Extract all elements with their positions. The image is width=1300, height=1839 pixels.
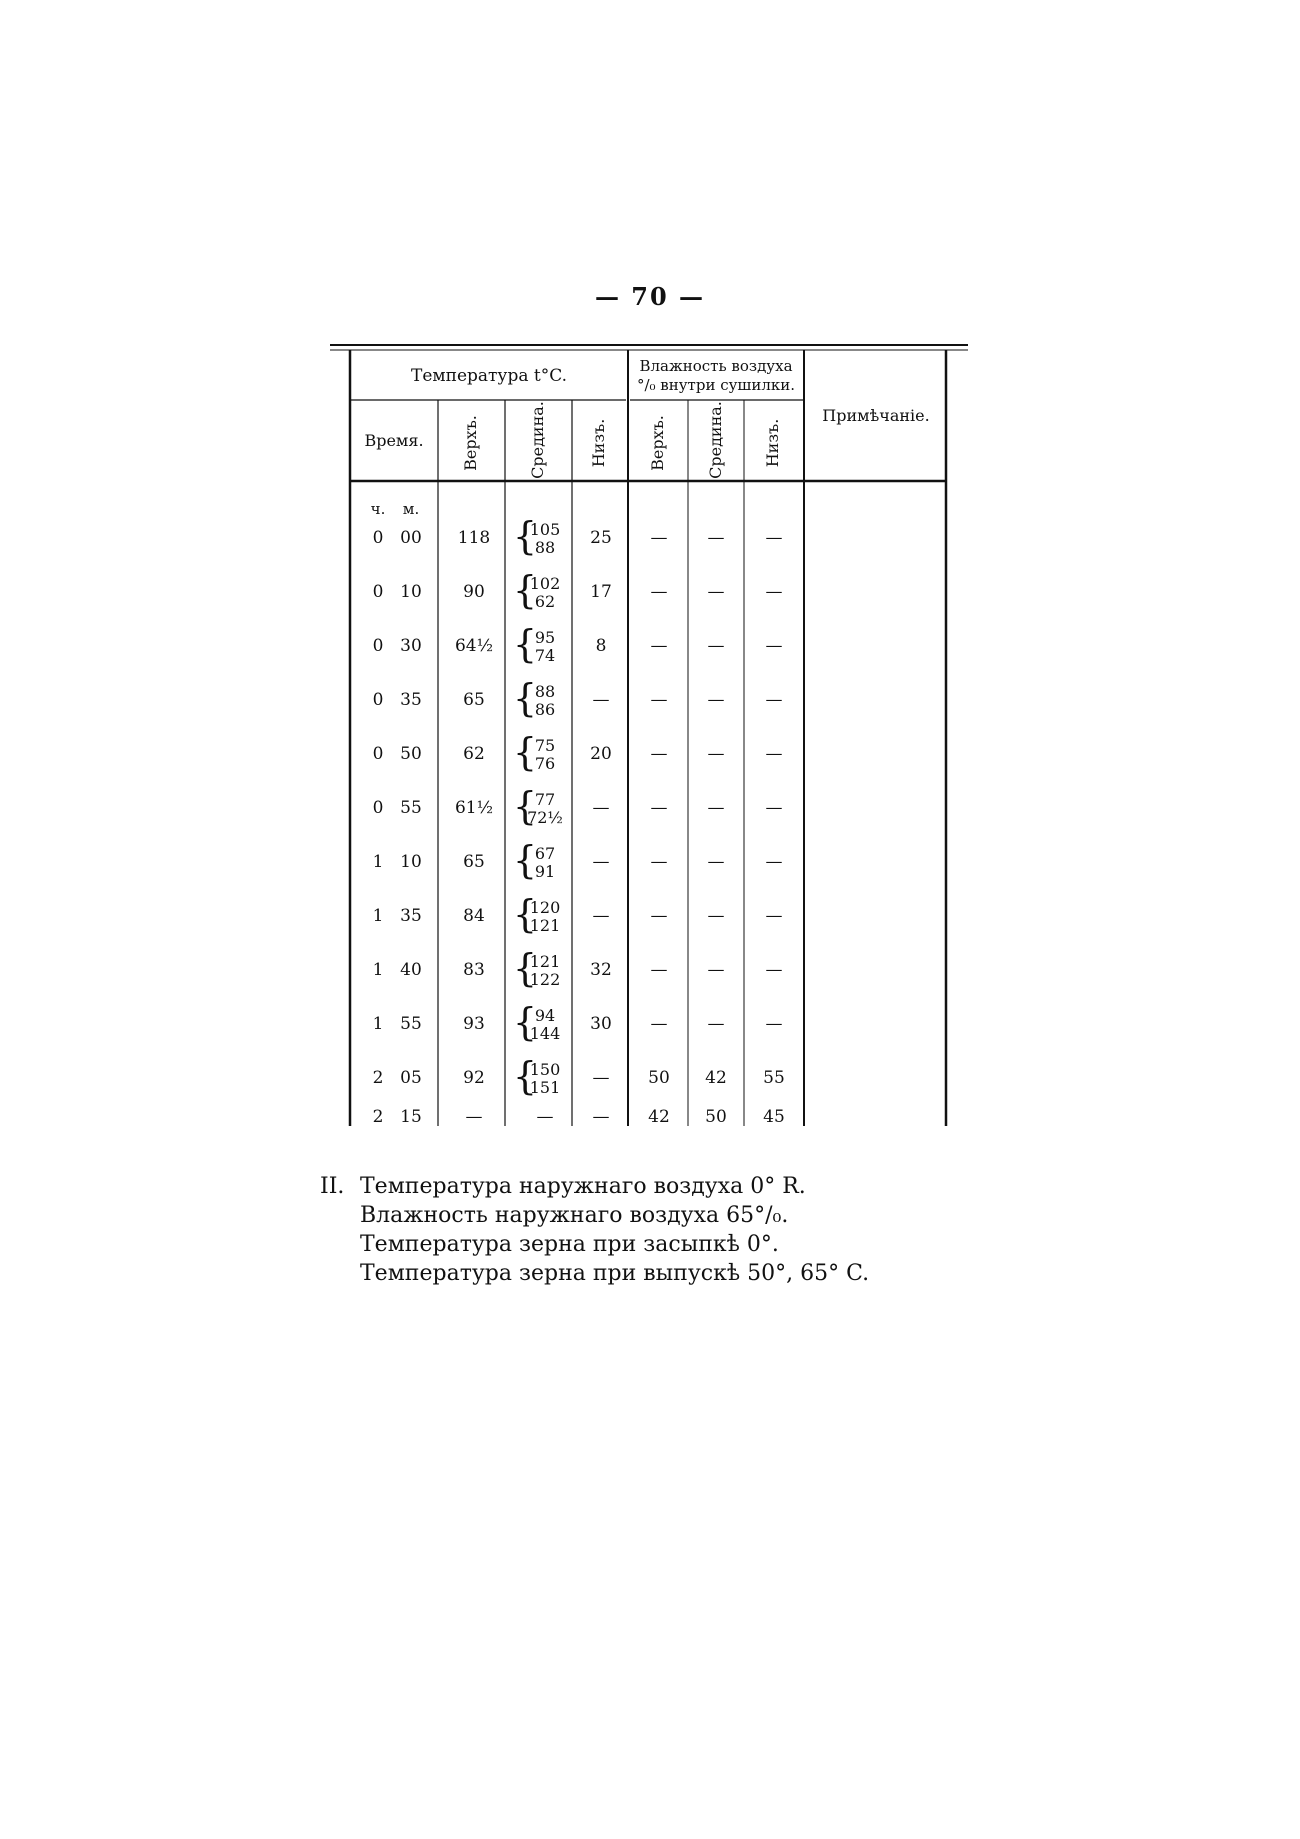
units-hours: ч. — [370, 500, 386, 518]
cell-minutes: 50 — [400, 744, 422, 764]
table-row — [373, 1054, 785, 1098]
cell-hum-mid: 42 — [705, 1068, 727, 1088]
cell-temp-top: 65 — [463, 690, 485, 710]
cell-temp-top: 118 — [457, 528, 491, 548]
note-text: Влажность наружнаго воздуха 65°/₀. — [360, 1203, 789, 1228]
cell-temp-mid-upper: 102 — [529, 574, 561, 593]
note-text: Температура зерна при засыпкѣ 0°. — [360, 1232, 779, 1257]
table-row — [373, 568, 783, 612]
cell-hum-bottom: — — [765, 690, 783, 710]
brace-mark: { — [512, 838, 538, 882]
table-row — [373, 730, 783, 774]
cell-hum-top: 42 — [648, 1107, 670, 1127]
cell-temp-bottom: — — [592, 690, 610, 710]
cell-temp-mid-upper: 88 — [534, 682, 556, 701]
table-row — [373, 838, 783, 882]
note-line — [320, 1259, 869, 1288]
cell-temp-bottom: — — [592, 1107, 610, 1127]
cell-temp-mid-upper: 77 — [534, 790, 556, 809]
note-line — [320, 1201, 869, 1230]
cell-hours: 2 — [372, 1107, 384, 1127]
cell-hum-bottom: — — [765, 636, 783, 656]
cell-temp-mid: — — [536, 1107, 554, 1127]
cell-temp-mid-lower: 91 — [534, 862, 556, 881]
cell-hum-mid: — — [707, 852, 725, 872]
brace-mark: { — [512, 568, 538, 612]
cell-hum-top: 50 — [648, 1068, 670, 1088]
cell-temp-top: 92 — [463, 1068, 485, 1088]
cell-temp-mid-lower: 76 — [534, 754, 556, 773]
table-body — [373, 514, 785, 1127]
header-hum-mid: Средина. — [706, 401, 725, 479]
brace-mark: { — [512, 892, 538, 936]
cell-hum-mid: — — [707, 1014, 725, 1034]
cell-hum-mid: 50 — [705, 1107, 727, 1127]
cell-temp-mid-upper: 75 — [534, 736, 556, 755]
cell-temp-mid-upper: 67 — [534, 844, 556, 863]
cell-temp-bottom: 20 — [590, 744, 612, 764]
cell-temp-bottom: 17 — [590, 582, 612, 602]
cell-hum-mid: — — [707, 906, 725, 926]
cell-hours: 0 — [372, 582, 384, 602]
cell-temp-bottom: 8 — [595, 636, 607, 656]
cell-temp-mid-lower: 88 — [534, 538, 556, 557]
cell-temp-top: 62 — [463, 744, 485, 764]
cell-minutes: 55 — [400, 798, 422, 818]
cell-hum-mid: — — [707, 960, 725, 980]
brace-mark: { — [512, 1054, 538, 1098]
cell-temp-mid-lower: 122 — [529, 970, 561, 989]
cell-hum-mid: — — [707, 582, 725, 602]
cell-hours: 1 — [372, 906, 384, 926]
table-row — [373, 892, 783, 936]
header-humidity-line2: °/₀ внутри сушилки. — [636, 376, 796, 394]
cell-minutes: 10 — [400, 852, 422, 872]
cell-temp-mid-upper: 150 — [529, 1060, 561, 1079]
cell-temp-mid-lower: 144 — [529, 1024, 561, 1043]
cell-hours: 1 — [372, 960, 384, 980]
cell-hum-mid: — — [707, 636, 725, 656]
table-row — [373, 1107, 785, 1127]
cell-temp-top: 84 — [463, 906, 485, 926]
brace-mark: { — [512, 514, 538, 558]
cell-hours: 0 — [372, 690, 384, 710]
header-temp-top: Верхъ. — [461, 415, 480, 471]
cell-minutes: 35 — [400, 906, 422, 926]
cell-hours: 0 — [372, 528, 384, 548]
cell-minutes: 40 — [400, 960, 422, 980]
brace-mark: { — [512, 622, 538, 666]
header-time: Время. — [364, 431, 424, 450]
cell-hum-top: — — [650, 1014, 668, 1034]
brace-mark: { — [512, 1000, 538, 1044]
cell-hours: 0 — [372, 744, 384, 764]
cell-temp-top: 65 — [463, 852, 485, 872]
cell-hum-mid: — — [707, 798, 725, 818]
note-line — [320, 1230, 869, 1259]
header-temperature: Температура t°C. — [411, 366, 567, 386]
note-marker: II. — [320, 1174, 345, 1199]
cell-minutes: 55 — [400, 1014, 422, 1034]
cell-hum-bottom: — — [765, 906, 783, 926]
cell-hum-bottom: — — [765, 852, 783, 872]
cell-temp-mid-upper: 105 — [529, 520, 561, 539]
header-hum-bottom: Низъ. — [763, 418, 782, 468]
cell-temp-mid-lower: 72½ — [527, 808, 563, 827]
cell-minutes: 30 — [400, 636, 422, 656]
cell-hum-bottom: — — [765, 960, 783, 980]
cell-temp-top: 83 — [463, 960, 485, 980]
table-row — [373, 1000, 783, 1044]
cell-temp-mid-upper: 121 — [529, 952, 561, 971]
cell-hum-top: — — [650, 960, 668, 980]
note-line — [320, 1172, 869, 1201]
cell-hum-top: — — [650, 906, 668, 926]
cell-temp-mid-lower: 151 — [529, 1078, 561, 1097]
cell-temp-bottom: — — [592, 906, 610, 926]
table-row — [373, 946, 783, 990]
cell-hum-top: — — [650, 798, 668, 818]
cell-minutes: 05 — [400, 1068, 422, 1088]
cell-hum-bottom: — — [765, 744, 783, 764]
brace-mark: { — [512, 730, 538, 774]
cell-minutes: 15 — [400, 1107, 422, 1127]
header-temp-bottom: Низъ. — [589, 418, 608, 468]
header-hum-top: Верхъ. — [648, 415, 667, 471]
cell-hum-mid: — — [707, 690, 725, 710]
cell-temp-bottom: — — [592, 798, 610, 818]
cell-hours: 1 — [372, 1014, 384, 1034]
note-text: Температура наружнаго воздуха 0° R. — [360, 1174, 806, 1199]
cell-hum-top: — — [650, 528, 668, 548]
table-row — [373, 622, 783, 666]
cell-temp-mid-lower: 86 — [534, 700, 556, 719]
table-row — [373, 514, 783, 558]
header-note: Примѣчаніе. — [822, 406, 930, 425]
cell-temp-top: 93 — [463, 1014, 485, 1034]
cell-temp-top: — — [465, 1107, 483, 1127]
brace-mark: { — [512, 676, 538, 720]
cell-hum-top: — — [650, 690, 668, 710]
header-humidity-line1: Влажность воздуха — [639, 357, 793, 375]
cell-hum-bottom: — — [765, 582, 783, 602]
cell-hours: 2 — [372, 1068, 384, 1088]
cell-temp-bottom: 25 — [590, 528, 612, 548]
cell-temp-mid-lower: 62 — [534, 592, 556, 611]
cell-hum-bottom: 55 — [763, 1068, 785, 1088]
cell-hum-top: — — [650, 636, 668, 656]
cell-temp-bottom: — — [592, 1068, 610, 1088]
cell-hum-bottom: — — [765, 1014, 783, 1034]
cell-hum-bottom: 45 — [763, 1107, 785, 1127]
cell-temp-bottom: 32 — [590, 960, 612, 980]
cell-temp-mid-upper: 94 — [534, 1006, 556, 1025]
units-minutes: м. — [402, 500, 420, 518]
cell-hum-top: — — [650, 582, 668, 602]
cell-temp-top: 61½ — [454, 798, 494, 818]
cell-temp-top: 64½ — [454, 636, 494, 656]
cell-hum-top: — — [650, 852, 668, 872]
cell-temp-mid-lower: 121 — [529, 916, 561, 935]
note-text: Температура зерна при выпускѣ 50°, 65° C. — [360, 1261, 870, 1286]
cell-temp-mid-upper: 95 — [534, 628, 556, 647]
cell-hum-top: — — [650, 744, 668, 764]
cell-temp-mid-upper: 120 — [529, 898, 561, 917]
header-temp-mid: Средина. — [528, 401, 547, 479]
brace-mark: { — [512, 946, 538, 990]
cell-hum-bottom: — — [765, 528, 783, 548]
cell-temp-mid-lower: 74 — [534, 646, 556, 665]
cell-hum-mid: — — [707, 744, 725, 764]
cell-minutes: 35 — [400, 690, 422, 710]
cell-temp-bottom: — — [592, 852, 610, 872]
cell-hum-mid: — — [707, 528, 725, 548]
cell-hours: 1 — [372, 852, 384, 872]
notes-block — [320, 1172, 869, 1288]
table-row — [373, 676, 783, 720]
cell-hours: 0 — [372, 636, 384, 656]
cell-hum-bottom: — — [765, 798, 783, 818]
table-row — [373, 784, 783, 828]
cell-temp-top: 90 — [463, 582, 485, 602]
cell-minutes: 10 — [400, 582, 422, 602]
cell-temp-bottom: 30 — [590, 1014, 612, 1034]
cell-minutes: 00 — [400, 528, 422, 548]
brace-mark: { — [512, 784, 538, 828]
page-number: — 70 — — [594, 282, 706, 311]
cell-hours: 0 — [372, 798, 384, 818]
